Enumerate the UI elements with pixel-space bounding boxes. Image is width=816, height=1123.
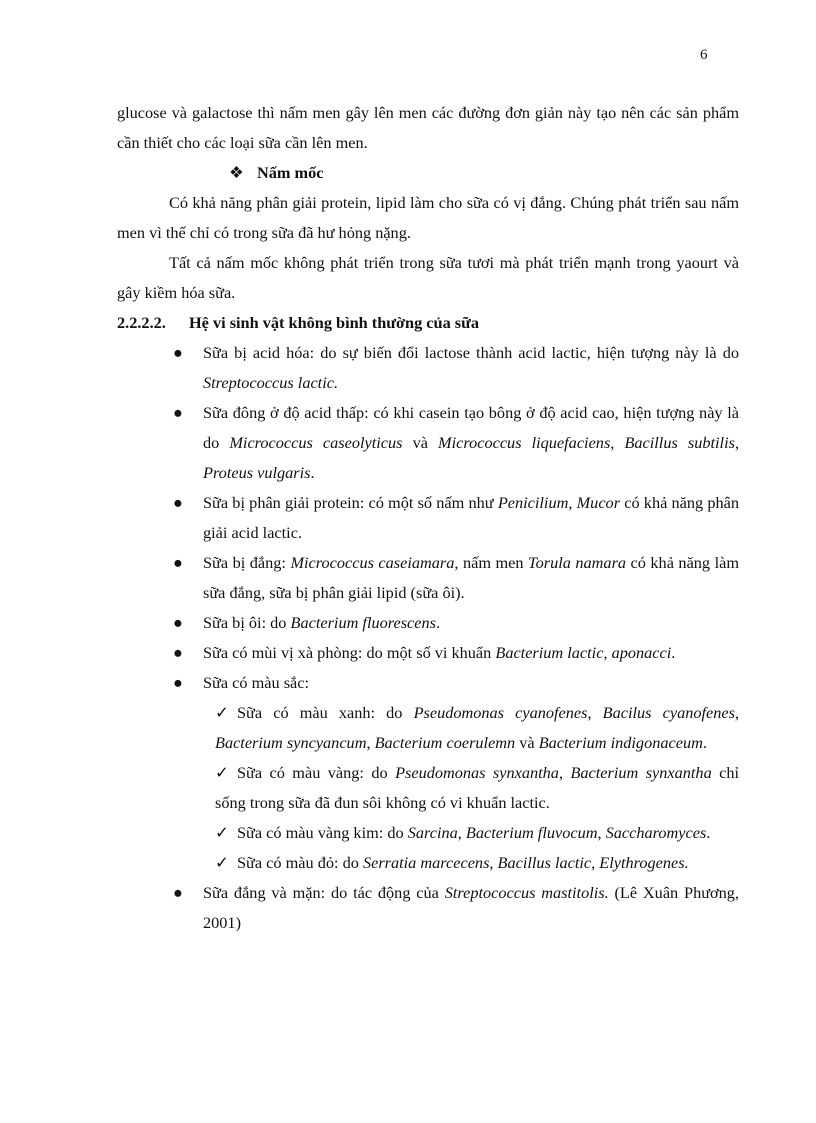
species-name: Streptococcus mastitolis.: [444, 883, 609, 902]
item-text: ,: [489, 853, 498, 872]
bullet-dot-icon: ●: [173, 553, 183, 572]
item-text: Sữa đắng và mặn: do tác động của: [203, 883, 445, 902]
section-title: Hệ vi sinh vật không bình thường của sữa: [189, 313, 480, 332]
check-item: [215, 848, 739, 878]
item-text: ,: [366, 733, 375, 752]
species-name: Pseudomonas synxantha: [395, 763, 559, 782]
item-text: và: [515, 733, 539, 752]
item-text: Sữa bị phân giải protein: có một số nấm như: [203, 493, 498, 512]
item-text: Sữa có màu đỏ: do: [237, 853, 363, 872]
item-text: ,: [734, 703, 740, 722]
item-text: ,: [603, 643, 612, 662]
list-item: [173, 548, 739, 608]
bullet-dot-icon: ●: [173, 343, 183, 362]
bullet-dot-icon: ●: [173, 493, 183, 512]
species-name: Serratia marcecens: [362, 853, 490, 872]
item-text: ,: [587, 703, 603, 722]
section-heading: [117, 308, 739, 338]
mold-paragraph-2: Tất cả nấm mốc không phát triển trong sữa tươi mà phát triển mạnh trong yaourt và gây kiềm hóa sữa.: [117, 253, 739, 302]
item-text: .: [671, 643, 676, 662]
species-name: Penicilium: [497, 493, 569, 512]
check-item: [215, 698, 739, 758]
document-body: [117, 98, 739, 938]
item-text: ,: [734, 433, 740, 452]
item-text: .: [702, 733, 707, 752]
item-text: Sữa có màu vàng kim: do: [237, 823, 408, 842]
species-name: Proteus vulgaris: [203, 463, 311, 482]
species-name: Torula namara: [528, 553, 627, 572]
species-name: Bacilus cyanofenes: [602, 703, 735, 722]
item-text: và: [402, 433, 439, 452]
item-text: ,: [591, 853, 600, 872]
item-text: (Lê Xuân Phương, 2001): [203, 883, 739, 932]
species-name: Micrococcus caseolyticus: [229, 433, 403, 452]
item-text: Sữa đông ở độ acid thấp: có khi casein tạo bông ở độ acid cao, hiện tượng này là do: [203, 403, 739, 452]
bullet-dot-icon: ●: [173, 883, 183, 902]
item-text: .: [435, 613, 441, 632]
species-name: Micrococcus liquefaciens: [438, 433, 611, 452]
species-name: Saccharomyces: [605, 823, 707, 842]
list-item: [173, 878, 739, 938]
item-text: Sữa bị ôi: do: [203, 613, 291, 632]
check-item: [215, 818, 739, 848]
species-name: Bacillus lactic: [497, 853, 592, 872]
diamond-bullet-icon: ❖: [229, 163, 244, 182]
species-name: Pseudomonas cyanofenes: [413, 703, 588, 722]
list-item: [173, 488, 740, 548]
item-text: Sữa có màu vàng: do: [237, 763, 396, 782]
check-item: [215, 758, 739, 818]
item-text: Sữa có mùi vị xà phòng: do một số vi khuẩn: [203, 643, 496, 662]
species-name: Bacterium fluvocum: [465, 823, 598, 842]
item-text: .: [310, 463, 315, 482]
item-text: ,: [558, 763, 571, 782]
check-mark-icon: ✓: [215, 703, 229, 722]
check-mark-icon: ✓: [215, 823, 229, 842]
item-text: có khả năng làm sữa đắng, sữa bị phân giải lipid (sữa ôi).: [203, 553, 739, 602]
bullet-dot-icon: ●: [173, 613, 183, 632]
species-name: Bacillus subtilis: [624, 433, 735, 452]
list-item: [173, 338, 739, 398]
species-name: Bacterium indigonaceum: [538, 733, 703, 752]
mold-paragraph-1: Có khả năng phân giải protein, lipid làm cho sữa có vị đắng. Chúng phát triển sau nấm men vì thế chỉ có trong sữa đã hư hỏng nặng.: [117, 193, 739, 242]
species-name: Micrococcus caseiamara: [290, 553, 455, 572]
item-text: ,: [457, 823, 466, 842]
species-name: aponacci: [611, 643, 672, 662]
list-item: [173, 638, 739, 668]
species-name: Bacterium lactic: [495, 643, 604, 662]
item-text: ,: [610, 433, 625, 452]
check-mark-icon: ✓: [215, 763, 229, 782]
species-name: Bacterium coerulemn: [374, 733, 516, 752]
bullet-dot-icon: ●: [173, 643, 183, 662]
species-name: Bacterium fluorescens: [290, 613, 436, 632]
list-item: [173, 608, 739, 638]
page-number: 6: [700, 47, 708, 63]
check-mark-icon: ✓: [215, 853, 229, 872]
mold-heading: [229, 158, 739, 188]
list-item: [173, 398, 740, 488]
item-text: Sữa có màu sắc:: [203, 673, 310, 692]
item-text: , nấm men: [454, 553, 529, 572]
item-text: ,: [597, 823, 606, 842]
species-name: Streptococcus lactic.: [203, 373, 339, 392]
mold-heading-text: Nấm mốc: [257, 163, 324, 182]
list-item: [173, 668, 739, 698]
species-name: Sarcina: [407, 823, 458, 842]
item-text: .: [706, 823, 711, 842]
item-text: Sữa bị acid hóa: do sự biến đổi lactose thành acid lactic, hiện tượng này là do: [203, 343, 739, 362]
intro-paragraph: glucose và galactose thì nấm men gây lên men các đường đơn giản này tạo nên các sản phẩm cần thiết cho các loại sữa cần lên men.: [117, 103, 739, 152]
bullet-dot-icon: ●: [173, 673, 183, 692]
species-name: Mucor: [576, 493, 621, 512]
section-number: 2.2.2.2.: [117, 313, 166, 332]
species-name: Bacterium synxantha: [570, 763, 712, 782]
item-text: ,: [568, 493, 577, 512]
species-name: Elythrogenes.: [599, 853, 689, 872]
item-text: Sữa có màu xanh: do: [237, 703, 414, 722]
bullet-dot-icon: ●: [173, 403, 183, 422]
item-text: Sữa bị đắng:: [203, 553, 291, 572]
item-text: có khả năng phân giải acid lactic.: [203, 493, 740, 542]
item-text: chỉ sống trong sữa đã đun sôi không có vi khuẩn lactic.: [215, 763, 740, 812]
species-name: Bacterium syncyancum: [215, 733, 367, 752]
